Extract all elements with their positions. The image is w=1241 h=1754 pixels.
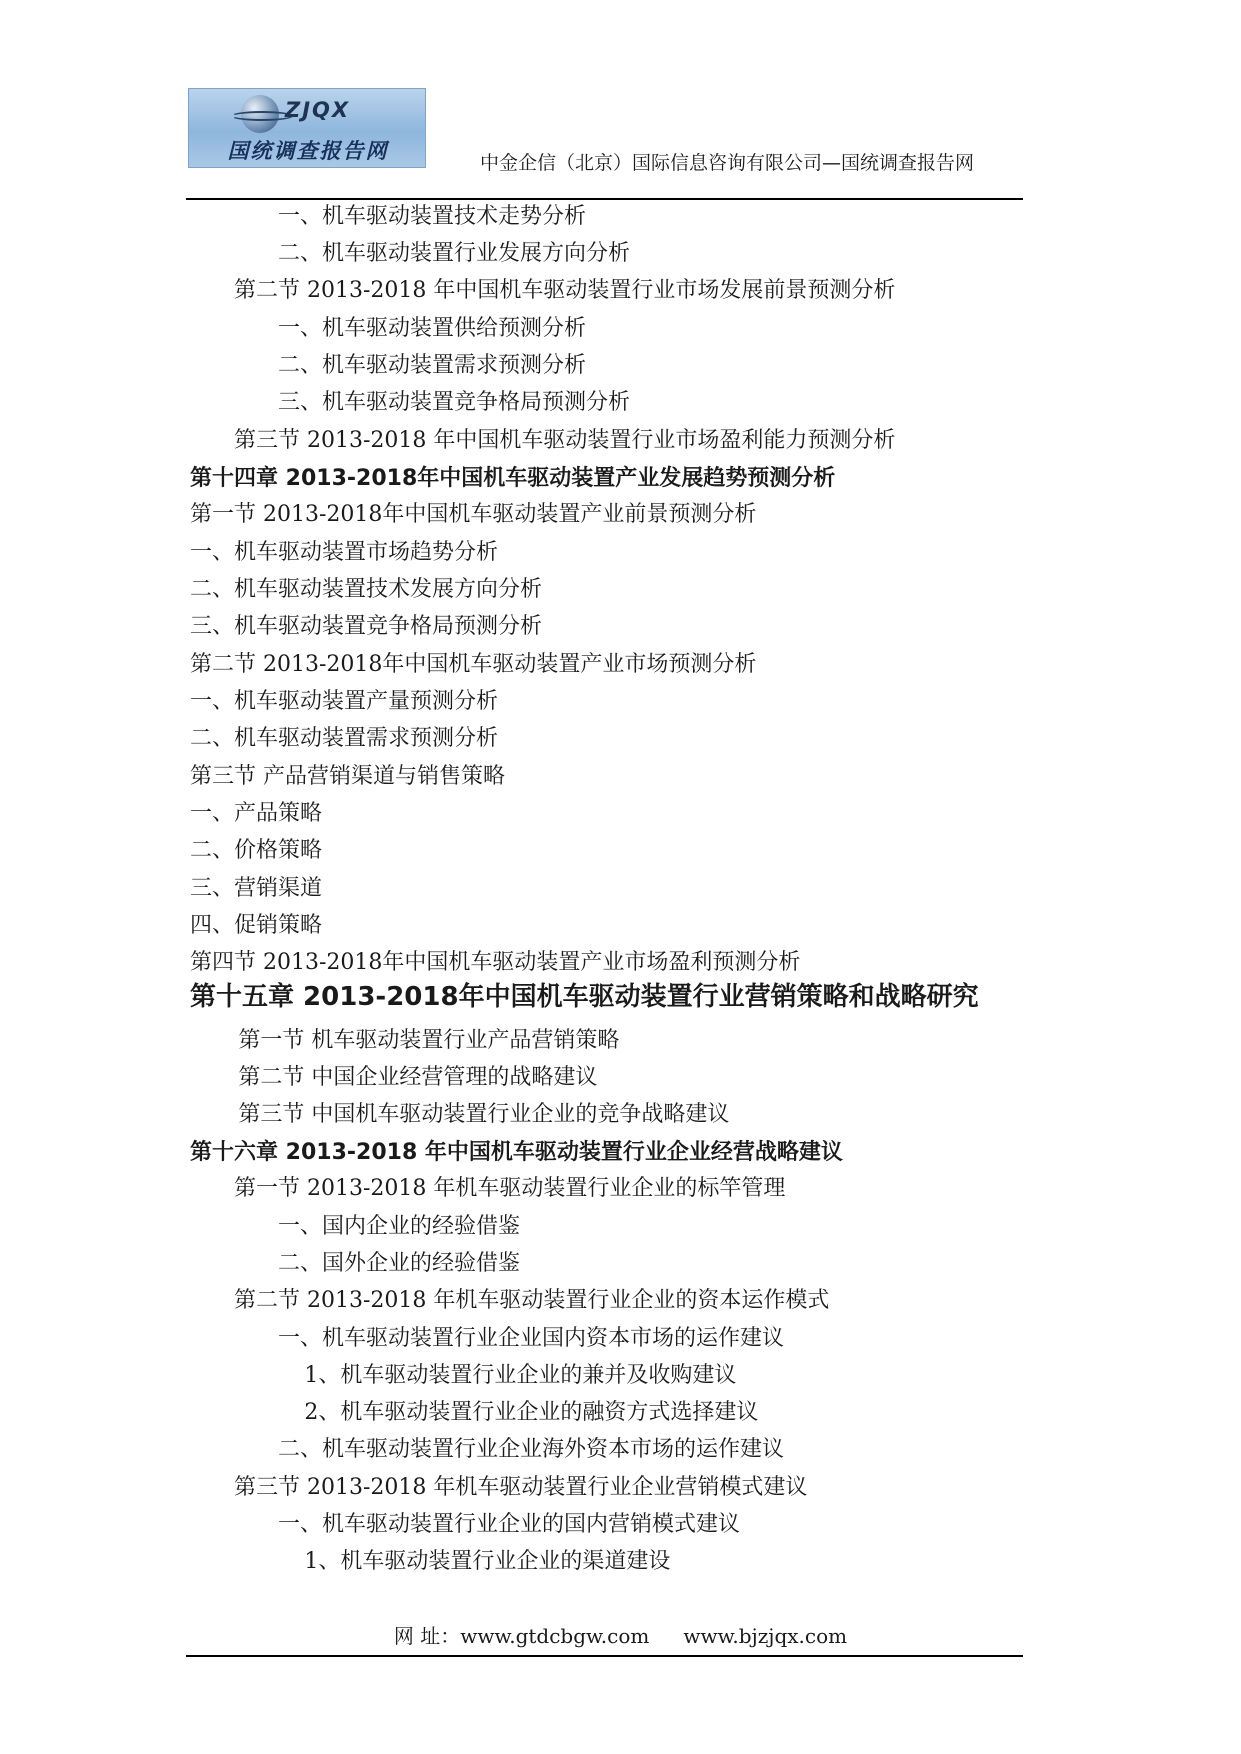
toc-entry: 三、机车驱动装置竞争格局预测分析 bbox=[190, 614, 543, 639]
toc-entry: 一、机车驱动装置市场趋势分析 bbox=[190, 540, 499, 565]
footer bbox=[0, 1620, 1241, 1649]
toc-entry: 第三节 2013-2018 年中国机车驱动装置行业市场盈利能力预测分析 bbox=[234, 428, 896, 453]
toc-entry: 一、机车驱动装置行业企业国内资本市场的运作建议 bbox=[278, 1326, 785, 1351]
toc-entry: 二、机车驱动装置技术发展方向分析 bbox=[190, 577, 543, 602]
footer-label: 网 址： bbox=[393, 1624, 461, 1648]
toc-entry: 第一节 机车驱动装置行业产品营销策略 bbox=[238, 1028, 620, 1053]
toc-entry: 第三节 中国机车驱动装置行业企业的竞争战略建议 bbox=[238, 1102, 730, 1127]
toc-entry: 一、产品策略 bbox=[190, 801, 323, 826]
toc-entry: 一、国内企业的经验借鉴 bbox=[278, 1214, 521, 1239]
toc-entry: 第二节 2013-2018年中国机车驱动装置产业市场预测分析 bbox=[190, 652, 757, 677]
footer-url-1[interactable]: www.gtdcbgw.com bbox=[460, 1624, 650, 1648]
chapter-heading: 第十六章 2013-2018 年中国机车驱动装置行业企业经营战略建议 bbox=[190, 1140, 843, 1165]
toc-entry: 二、机车驱动装置需求预测分析 bbox=[190, 726, 499, 751]
toc-entry: 1、机车驱动装置行业企业的渠道建设 bbox=[304, 1549, 671, 1574]
toc-entry: 一、机车驱动装置供给预测分析 bbox=[278, 316, 587, 341]
toc-entry: 第二节 2013-2018 年中国机车驱动装置行业市场发展前景预测分析 bbox=[234, 278, 896, 303]
footer-url-2[interactable]: www.bjzjqx.com bbox=[683, 1624, 848, 1648]
company-logo bbox=[188, 88, 426, 168]
header-divider bbox=[186, 198, 1023, 200]
toc-entry: 三、营销渠道 bbox=[190, 876, 323, 901]
toc-entry: 四、促销策略 bbox=[190, 913, 323, 938]
toc-entry: 二、机车驱动装置行业发展方向分析 bbox=[278, 241, 631, 266]
toc-entry: 第四节 2013-2018年中国机车驱动装置产业市场盈利预测分析 bbox=[190, 950, 801, 975]
toc-entry: 二、机车驱动装置行业企业海外资本市场的运作建议 bbox=[278, 1437, 785, 1462]
globe-icon bbox=[241, 95, 279, 133]
toc-entry: 二、机车驱动装置需求预测分析 bbox=[278, 353, 587, 378]
chapter-heading: 第十四章 2013-2018年中国机车驱动装置产业发展趋势预测分析 bbox=[190, 466, 836, 491]
toc-entry: 二、价格策略 bbox=[190, 838, 323, 863]
toc-entry: 第一节 2013-2018 年机车驱动装置行业企业的标竿管理 bbox=[234, 1176, 786, 1201]
toc-entry: 二、国外企业的经验借鉴 bbox=[278, 1251, 521, 1276]
footer-divider bbox=[186, 1655, 1023, 1657]
chapter-heading: 第十五章 2013-2018年中国机车驱动装置行业营销策略和战略研究 bbox=[190, 982, 979, 1012]
toc-entry: 第一节 2013-2018年中国机车驱动装置产业前景预测分析 bbox=[190, 502, 757, 527]
logo-text: 国统调查报告网 bbox=[227, 139, 389, 163]
company-name: 中金企信（北京）国际信息咨询有限公司—国统调查报告网 bbox=[480, 152, 975, 174]
toc-entry: 一、机车驱动装置产量预测分析 bbox=[190, 689, 499, 714]
toc-entry: 第三节 产品营销渠道与销售策略 bbox=[190, 764, 505, 789]
toc-entry: 2、机车驱动装置行业企业的融资方式选择建议 bbox=[304, 1400, 759, 1425]
toc-entry: 第二节 2013-2018 年机车驱动装置行业企业的资本运作模式 bbox=[234, 1288, 830, 1313]
toc-entry: 一、机车驱动装置行业企业的国内营销模式建议 bbox=[278, 1512, 741, 1537]
logo-brand: ZJQX bbox=[285, 98, 351, 122]
toc-entry: 一、机车驱动装置技术走势分析 bbox=[278, 204, 587, 229]
toc-entry: 三、机车驱动装置竞争格局预测分析 bbox=[278, 390, 631, 415]
toc-entry: 第三节 2013-2018 年机车驱动装置行业企业营销模式建议 bbox=[234, 1475, 808, 1500]
toc-entry: 第二节 中国企业经营管理的战略建议 bbox=[238, 1065, 598, 1090]
toc-entry: 1、机车驱动装置行业企业的兼并及收购建议 bbox=[304, 1363, 737, 1388]
